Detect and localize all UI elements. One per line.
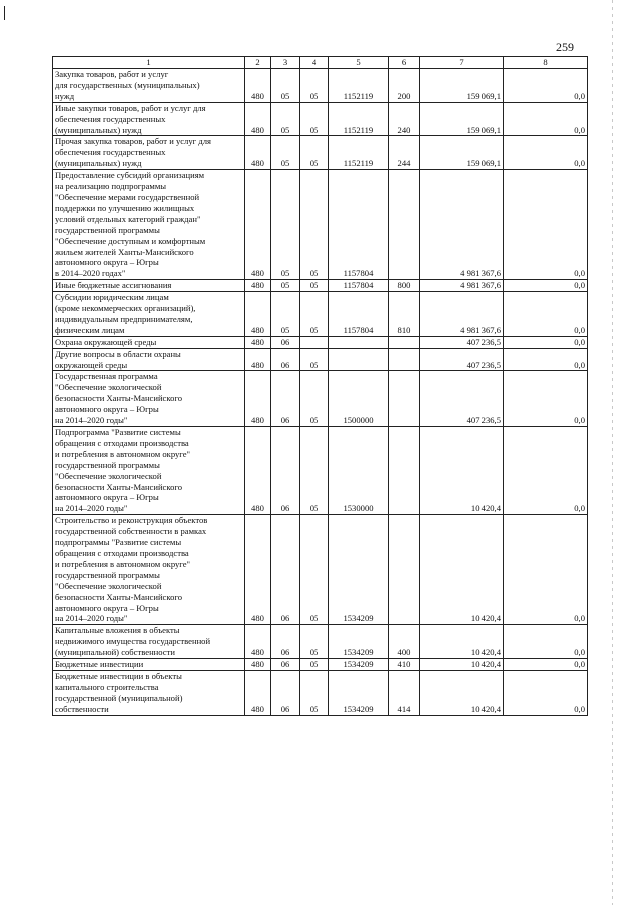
table-row: [53, 292, 588, 337]
amount-value: 10 420,4: [420, 427, 504, 515]
code-subsection: 05: [300, 280, 329, 292]
amount-value: 4 981 367,6: [420, 280, 504, 292]
code-administrator: 480: [245, 625, 271, 659]
code-expense-type: 200: [389, 69, 420, 103]
code-administrator: 480: [245, 371, 271, 427]
column-header: 8: [504, 57, 588, 69]
code-target-article: 1152119: [329, 69, 389, 103]
code-section: 06: [271, 625, 300, 659]
column-header: 4: [300, 57, 329, 69]
code-section: 05: [271, 69, 300, 103]
code-target-article: 1157804: [329, 170, 389, 280]
row-name: Закупка товаров, работ и услуг для государственных (муниципальных) нужд: [53, 69, 245, 103]
column-header: 7: [420, 57, 504, 69]
code-expense-type: [389, 515, 420, 625]
amount-value: 10 420,4: [420, 625, 504, 659]
amount-value-2: 0,0: [504, 280, 588, 292]
code-subsection: 05: [300, 348, 329, 371]
table-row: [53, 625, 588, 659]
amount-value: 10 420,4: [420, 659, 504, 671]
code-subsection: 05: [300, 136, 329, 170]
code-subsection: [300, 336, 329, 348]
code-expense-type: [389, 348, 420, 371]
left-margin-mark: [4, 6, 5, 20]
row-name: Капитальные вложения в объекты недвижимого имущества государственной (муниципальной) собственности: [53, 625, 245, 659]
code-target-article: 1152119: [329, 102, 389, 136]
code-subsection: 05: [300, 69, 329, 103]
code-administrator: 480: [245, 348, 271, 371]
amount-value-2: 0,0: [504, 292, 588, 337]
code-target-article: 1534209: [329, 515, 389, 625]
code-target-article: 1534209: [329, 625, 389, 659]
code-section: 06: [271, 371, 300, 427]
table-row: [53, 280, 588, 292]
amount-value: 159 069,1: [420, 102, 504, 136]
amount-value: 10 420,4: [420, 515, 504, 625]
code-section: 06: [271, 427, 300, 515]
code-target-article: 1157804: [329, 292, 389, 337]
table-row: [53, 136, 588, 170]
amount-value-2: 0,0: [504, 371, 588, 427]
amount-value-2: 0,0: [504, 427, 588, 515]
amount-value-2: 0,0: [504, 336, 588, 348]
page-edge: [612, 0, 613, 905]
code-target-article: 1534209: [329, 659, 389, 671]
amount-value-2: 0,0: [504, 170, 588, 280]
page-number: 259: [556, 40, 574, 54]
budget-table: [52, 56, 588, 716]
code-section: 05: [271, 170, 300, 280]
code-administrator: 480: [245, 670, 271, 715]
code-target-article: 1152119: [329, 136, 389, 170]
code-section: 05: [271, 102, 300, 136]
amount-value: 159 069,1: [420, 136, 504, 170]
table-body: [53, 69, 588, 716]
code-expense-type: [389, 170, 420, 280]
column-header: 1: [53, 57, 245, 69]
code-expense-type: [389, 427, 420, 515]
code-expense-type: [389, 336, 420, 348]
code-subsection: 05: [300, 371, 329, 427]
code-administrator: 480: [245, 170, 271, 280]
code-subsection: 05: [300, 625, 329, 659]
row-name: Другие вопросы в области охраны окружающей среды: [53, 348, 245, 371]
amount-value: 407 236,5: [420, 348, 504, 371]
code-section: 06: [271, 336, 300, 348]
row-name: Предоставление субсидий организациям на реализацию подпрограммы "Обеспечение мерами государственной поддержки по улучшению жилищных условий отдельных категорий граждан" государственной программы "Обеспечение доступным и комфортным жильем жителей Ханты-Мансийского автономного округа – Югры в 2014–2020 годах": [53, 170, 245, 280]
row-name: Иные бюджетные ассигнования: [53, 280, 245, 292]
amount-value-2: 0,0: [504, 659, 588, 671]
table-row: [53, 170, 588, 280]
row-name: Иные закупки товаров, работ и услуг для обеспечения государственных (муниципальных) нужд: [53, 102, 245, 136]
table-row: [53, 348, 588, 371]
code-subsection: 05: [300, 427, 329, 515]
code-section: 05: [271, 136, 300, 170]
amount-value: 4 981 367,6: [420, 170, 504, 280]
code-target-article: 1157804: [329, 280, 389, 292]
row-name: Субсидии юридическим лицам (кроме некоммерческих организаций), индивидуальным предпринимателям, физическим лицам: [53, 292, 245, 337]
header-row: [53, 57, 588, 69]
table-row: [53, 102, 588, 136]
code-target-article: 1500000: [329, 371, 389, 427]
code-target-article: [329, 348, 389, 371]
code-subsection: 05: [300, 659, 329, 671]
row-name: Бюджетные инвестиции: [53, 659, 245, 671]
table-row: [53, 515, 588, 625]
row-name: Строительство и реконструкция объектов государственной собственности в рамках подпрограммы "Развитие системы обращения с отходами производства и потребления в автономном округе" государственной программы "Обеспечение экологической безопасности Ханты-Мансийского автономного округа – Югры на 2014–2020 годы": [53, 515, 245, 625]
code-expense-type: 800: [389, 280, 420, 292]
code-target-article: 1534209: [329, 670, 389, 715]
amount-value-2: 0,0: [504, 670, 588, 715]
amount-value-2: 0,0: [504, 136, 588, 170]
code-expense-type: 810: [389, 292, 420, 337]
table-row: [53, 69, 588, 103]
code-administrator: 480: [245, 102, 271, 136]
code-section: 05: [271, 292, 300, 337]
column-header: 3: [271, 57, 300, 69]
column-header: 6: [389, 57, 420, 69]
code-administrator: 480: [245, 136, 271, 170]
table-row: [53, 427, 588, 515]
column-header: 2: [245, 57, 271, 69]
amount-value: 407 236,5: [420, 336, 504, 348]
code-expense-type: 240: [389, 102, 420, 136]
table-row: [53, 371, 588, 427]
row-name: Охрана окружающей среды: [53, 336, 245, 348]
code-subsection: 05: [300, 292, 329, 337]
code-subsection: 05: [300, 670, 329, 715]
amount-value-2: 0,0: [504, 515, 588, 625]
amount-value: 407 236,5: [420, 371, 504, 427]
row-name: Бюджетные инвестиции в объекты капитального строительства государственной (муниципальной) собственности: [53, 670, 245, 715]
code-administrator: 480: [245, 659, 271, 671]
amount-value-2: 0,0: [504, 69, 588, 103]
code-administrator: 480: [245, 427, 271, 515]
table-row: [53, 670, 588, 715]
amount-value-2: 0,0: [504, 625, 588, 659]
code-expense-type: 244: [389, 136, 420, 170]
column-header: 5: [329, 57, 389, 69]
code-subsection: 05: [300, 102, 329, 136]
table-row: [53, 659, 588, 671]
code-section: 05: [271, 280, 300, 292]
amount-value-2: 0,0: [504, 102, 588, 136]
code-administrator: 480: [245, 292, 271, 337]
code-section: 06: [271, 659, 300, 671]
code-section: 06: [271, 348, 300, 371]
code-administrator: 480: [245, 69, 271, 103]
code-expense-type: 410: [389, 659, 420, 671]
code-target-article: 1530000: [329, 427, 389, 515]
code-subsection: 05: [300, 515, 329, 625]
code-administrator: 480: [245, 280, 271, 292]
row-name: Подпрограмма "Развитие системы обращения с отходами производства и потребления в автономном округе" государственной программы "Обеспечение экологической безопасности Ханты-Мансийского автономного округа – Югры на 2014–2020 годы": [53, 427, 245, 515]
amount-value: 159 069,1: [420, 69, 504, 103]
row-name: Прочая закупка товаров, работ и услуг для обеспечения государственных (муниципальных) нужд: [53, 136, 245, 170]
code-expense-type: [389, 371, 420, 427]
code-section: 06: [271, 670, 300, 715]
code-administrator: 480: [245, 336, 271, 348]
code-target-article: [329, 336, 389, 348]
code-expense-type: 400: [389, 625, 420, 659]
amount-value: 10 420,4: [420, 670, 504, 715]
amount-value-2: 0,0: [504, 348, 588, 371]
code-administrator: 480: [245, 515, 271, 625]
code-subsection: 05: [300, 170, 329, 280]
code-section: 06: [271, 515, 300, 625]
amount-value: 4 981 367,6: [420, 292, 504, 337]
code-expense-type: 414: [389, 670, 420, 715]
row-name: Государственная программа "Обеспечение экологической безопасности Ханты-Мансийского автономного округа – Югры на 2014–2020 годы": [53, 371, 245, 427]
table-row: [53, 336, 588, 348]
